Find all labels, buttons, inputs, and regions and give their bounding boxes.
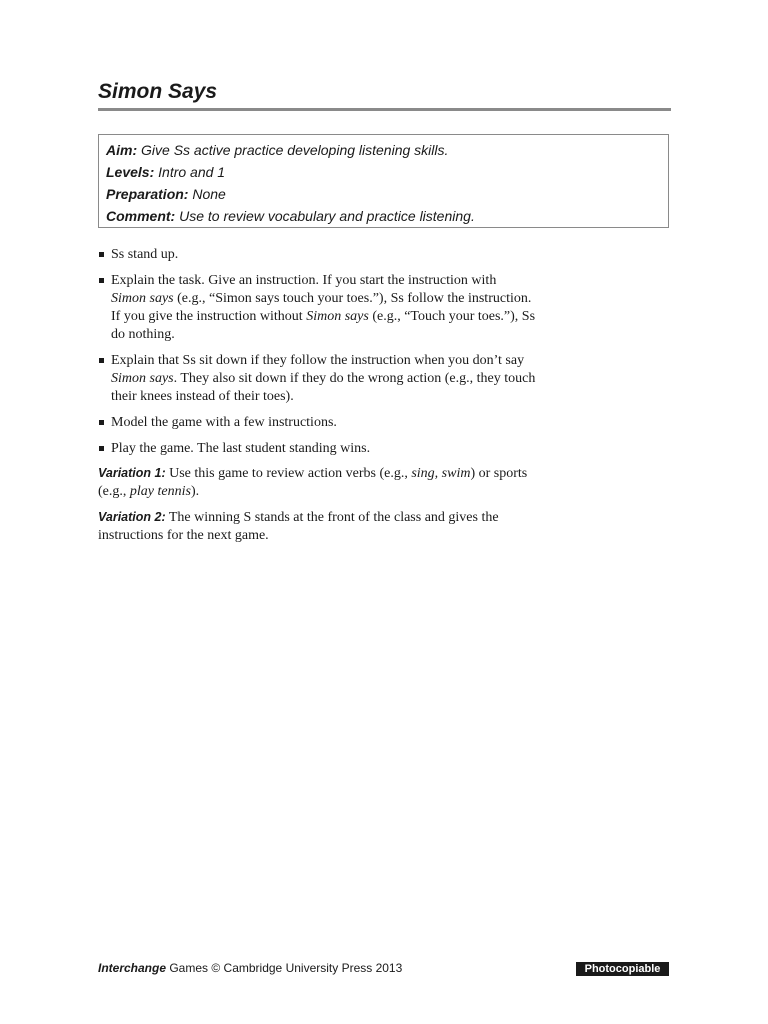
footer-copyright: Games © Cambridge University Press 2013 [166,961,403,975]
list-item: Play the game. The last student standing wins. [98,440,538,458]
list-item: Model the game with a few instructions. [98,414,538,432]
footer-brand: Interchange [98,961,167,975]
info-box [98,134,669,228]
preparation-text: None [192,186,226,202]
bullet-icon [99,358,104,363]
aim-text: Give Ss active practice developing listening skills. [141,142,449,158]
instruction-list [98,246,538,466]
levels-label: Levels: [106,164,155,180]
variation-1-label: Variation 1: [98,466,166,480]
aim-label: Aim: [106,142,138,158]
title-rule [98,108,671,111]
bullet-icon [99,446,104,451]
bullet-icon [99,252,104,257]
comment-label: Comment: [106,208,176,224]
list-item: Ss stand up. [98,246,538,264]
variation-1: Variation 1: Use this game to review action verbs (e.g., sing, swim) or sports (e.g., play tennis). [98,466,528,499]
simon-says-emphasis: Simon says [111,371,174,386]
page-title: Simon Says [98,80,218,103]
aim-row [106,139,660,161]
levels-row [106,161,660,183]
bullet-icon [99,420,104,425]
footer [98,961,402,975]
comment-text: Use to review vocabulary and practice listening. [179,208,475,224]
preparation-row [106,183,660,205]
bullet-icon [99,278,104,283]
levels-text: Intro and 1 [158,164,226,180]
variation-2: Variation 2: The winning S stands at the front of the class and gives the instructions for the next game. [98,510,499,543]
list-item: Explain that Ss sit down if they follow the instruction when you don’t say Simon says. They also sit down if they do the wrong action (e.g., they touch their knees instead of their toes). [98,352,538,406]
photocopiable-badge: Photocopiable [576,962,669,976]
simon-says-emphasis: Simon says [111,291,174,306]
preparation-label: Preparation: [106,186,189,202]
list-item: Explain the task. Give an instruction. If you start the instruction with Simon says (e.g., “Simon says touch your toes.”), Ss follow the instruction. If you give the instruction without Simon says (e.g., “Touch your toes.”), Ss do nothing. [98,272,538,344]
variation-2-label: Variation 2: [98,510,166,524]
simon-says-emphasis: Simon says [306,309,369,324]
comment-row [106,205,660,227]
